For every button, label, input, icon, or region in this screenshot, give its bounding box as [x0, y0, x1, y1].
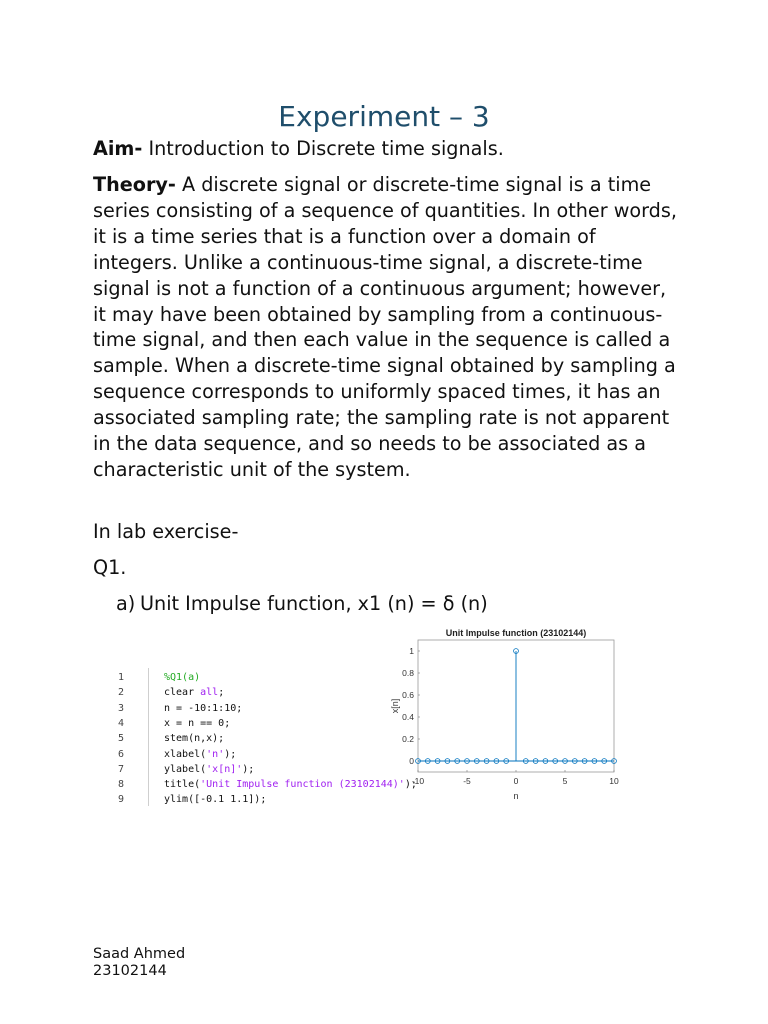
- aim-label: Aim-: [93, 137, 143, 160]
- x-tick-label: 0: [513, 776, 519, 786]
- code-token: ;: [218, 687, 225, 699]
- x-tick-label: 10: [609, 776, 619, 786]
- plot-svg: [380, 626, 630, 812]
- x-tick-label: 5: [562, 776, 568, 786]
- x-axis-label: n: [513, 791, 519, 801]
- author-id: 23102144: [93, 963, 167, 979]
- y-tick-label: 0.8: [402, 668, 414, 678]
- code-token: 'n': [206, 748, 225, 760]
- subquestion-marker: a): [116, 592, 136, 615]
- theory-paragraph: [93, 172, 683, 483]
- code-line: [110, 777, 417, 792]
- x-tick-label: -10: [411, 776, 425, 786]
- code-token: clear: [164, 687, 201, 699]
- lab-heading: In lab exercise-: [93, 520, 239, 543]
- line-number: 3: [117, 702, 124, 714]
- line-number: 1: [117, 672, 124, 683]
- theory-text: A discrete signal or discrete-time signal is a time series consisting of a sequence of quantities. In other words, it is a time series that is a function over a domain of integers. Unlike a continuous-time signal, a discrete-time signal is not a function of a continuous argument; however, it may have been obtained by sampling from a continuous-time signal, and then each value in the sequence is called a sample. When a discrete-time signal obtained by sampling a sequence corresponds to uniformly spaced times, it has an associated sampling rate; the sampling rate is not apparent in the data sequence, and so needs to be associated as a characteristic unit of the system.: [93, 173, 677, 481]
- code-token: );: [224, 748, 237, 760]
- code-token: ylabel(: [164, 763, 207, 775]
- y-tick-label: 1: [409, 646, 414, 656]
- y-tick-label: 0.2: [402, 734, 414, 744]
- code-token: ylim([-0.1 1.1]);: [164, 794, 267, 806]
- line-number: 4: [117, 717, 124, 729]
- subquestion-text: Unit Impulse function, x1 (n) = δ (n): [140, 592, 488, 615]
- code-line: [110, 747, 236, 762]
- code-token: );: [404, 779, 417, 791]
- code-line: [110, 716, 230, 731]
- y-tick-label: 0: [409, 756, 414, 766]
- code-line: [110, 731, 224, 746]
- line-number: 9: [117, 794, 124, 806]
- aim-paragraph: [93, 136, 683, 162]
- line-number: 2: [117, 687, 124, 699]
- code-line: [110, 685, 224, 700]
- code-token: all: [200, 687, 219, 699]
- question-label: Q1.: [93, 556, 127, 579]
- line-number: 5: [117, 733, 124, 745]
- code-line: [110, 762, 254, 777]
- code-line: [110, 701, 242, 716]
- footer: [93, 946, 185, 980]
- y-tick-label: 0.6: [402, 690, 414, 700]
- code-token: stem(n,x);: [164, 733, 225, 745]
- code-line: [110, 792, 266, 807]
- author-name: Saad Ahmed: [93, 946, 186, 962]
- line-number: 6: [117, 748, 124, 760]
- page-title: Experiment – 3: [278, 100, 490, 133]
- code-token: 'Unit Impulse function (23102144)': [200, 779, 405, 791]
- code-token: 'x[n]': [206, 763, 243, 775]
- code-token: x = n == 0;: [164, 717, 231, 729]
- aim-text: Introduction to Discrete time signals.: [142, 137, 504, 160]
- impulse-plot: [380, 626, 630, 812]
- code-line: [110, 670, 200, 685]
- code-token: n = -10:1:10;: [164, 702, 243, 714]
- plot-title: Unit Impulse function (23102144): [445, 628, 587, 638]
- code-token: %Q1(a): [164, 672, 201, 683]
- y-axis-label: x[n]: [390, 698, 400, 714]
- y-tick-label: 0.4: [402, 712, 414, 722]
- line-number: 8: [117, 779, 124, 791]
- code-token: xlabel(: [164, 748, 207, 760]
- line-number: 7: [117, 763, 124, 775]
- theory-label: Theory-: [93, 173, 176, 196]
- code-token: title(: [164, 779, 201, 791]
- x-tick-label: -5: [463, 776, 471, 786]
- subquestion: [116, 591, 488, 617]
- code-token: );: [242, 763, 255, 775]
